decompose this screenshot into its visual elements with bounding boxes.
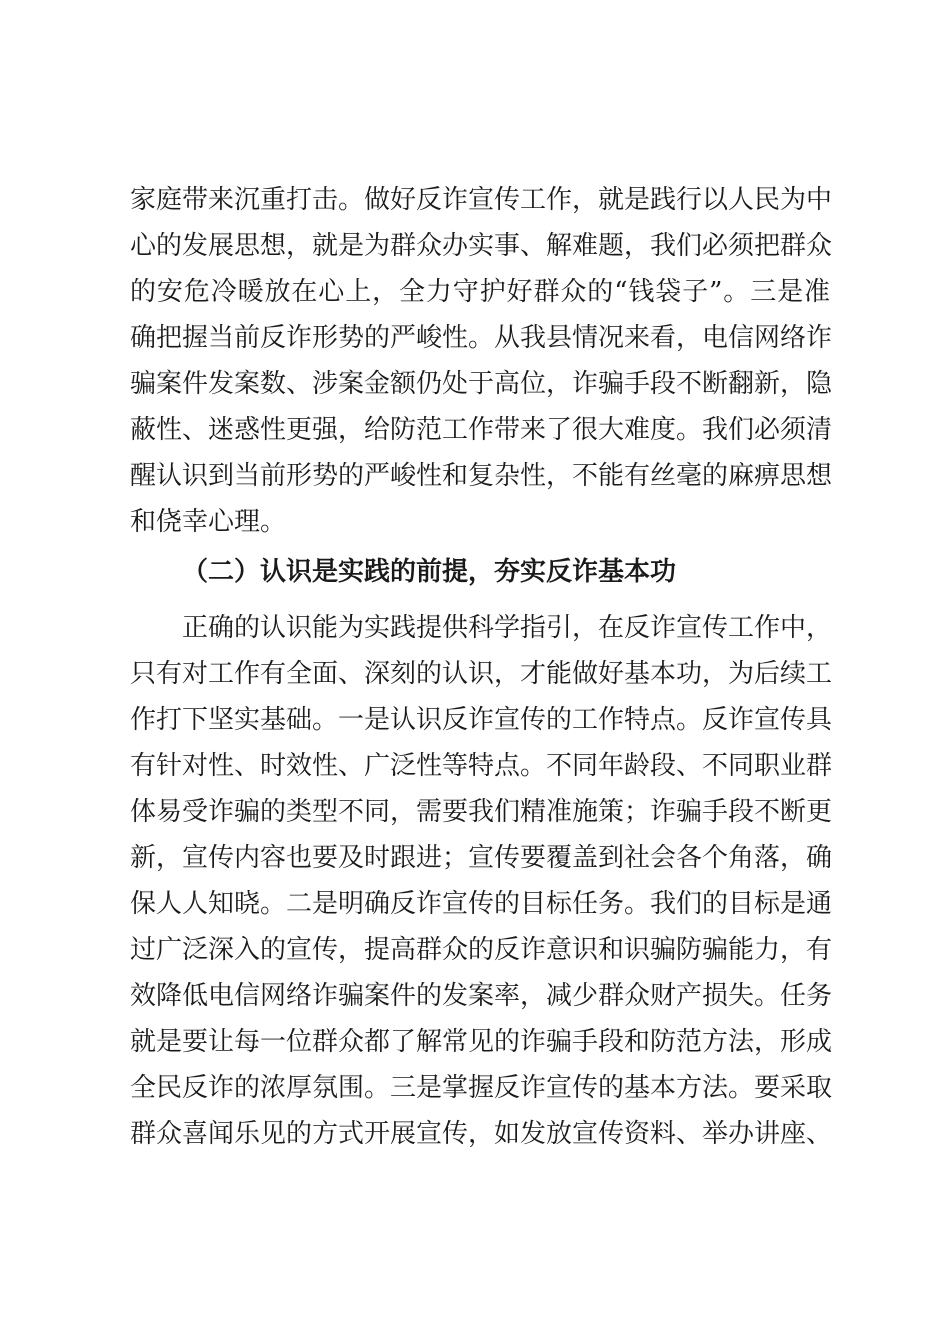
text-line: 效降低电信网络诈骗案件的发案率，减少群众财产损失。任务 <box>130 981 833 1011</box>
text-line: 全民反诈的浓厚氛围。三是掌握反诈宣传的基本方法。要采取 <box>130 1073 833 1103</box>
text-line: 骗案件发案数、涉案金额仍处于高位，诈骗手段不断翻新，隐 <box>130 369 833 399</box>
text-line: 群众喜闻乐见的方式开展宣传，如发放宣传资料、举办讲座、 <box>130 1119 833 1149</box>
text-line: 保人人知晓。二是明确反诈宣传的目标任务。我们的目标是通 <box>130 889 833 919</box>
section-heading: （二）认识是实践的前提，夯实反诈基本功 <box>182 557 677 587</box>
text-line: 就是要让每一位群众都了解常见的诈骗手段和防范方法，形成 <box>130 1027 833 1057</box>
text-line: 新，宣传内容也要及时跟进；宣传要覆盖到社会各个角落，确 <box>130 843 833 873</box>
text-line: 有针对性、时效性、广泛性等特点。不同年龄段、不同职业群 <box>130 751 833 781</box>
text-line: 确把握当前反诈形势的严峻性。从我县情况来看，电信网络诈 <box>130 323 833 353</box>
text-line: 体易受诈骗的类型不同，需要我们精准施策；诈骗手段不断更 <box>130 797 833 827</box>
text-line: 作打下坚实基础。一是认识反诈宣传的工作特点。反诈宣传具 <box>130 705 833 735</box>
text-line: 醒认识到当前形势的严峻性和复杂性，不能有丝毫的麻痹思想 <box>130 461 833 491</box>
text-line: 正确的认识能为实践提供科学指引，在反诈宣传工作中， <box>182 613 833 643</box>
text-line: 的安危冷暖放在心上，全力守护好群众的“钱袋子”。三是准 <box>130 277 830 307</box>
text-line: 心的发展思想，就是为群众办实事、解难题，我们必须把群众 <box>130 231 833 261</box>
text-line: 家庭带来沉重打击。做好反诈宣传工作，就是践行以人民为中 <box>130 185 833 215</box>
text-line: 蔽性、迷惑性更强，给防范工作带来了很大难度。我们必须清 <box>130 415 833 445</box>
text-line: 过广泛深入的宣传，提高群众的反诈意识和识骗防骗能力，有 <box>130 935 833 965</box>
text-line: 只有对工作有全面、深刻的认识，才能做好基本功，为后续工 <box>130 659 833 689</box>
text-line: 和侥幸心理。 <box>130 507 287 537</box>
